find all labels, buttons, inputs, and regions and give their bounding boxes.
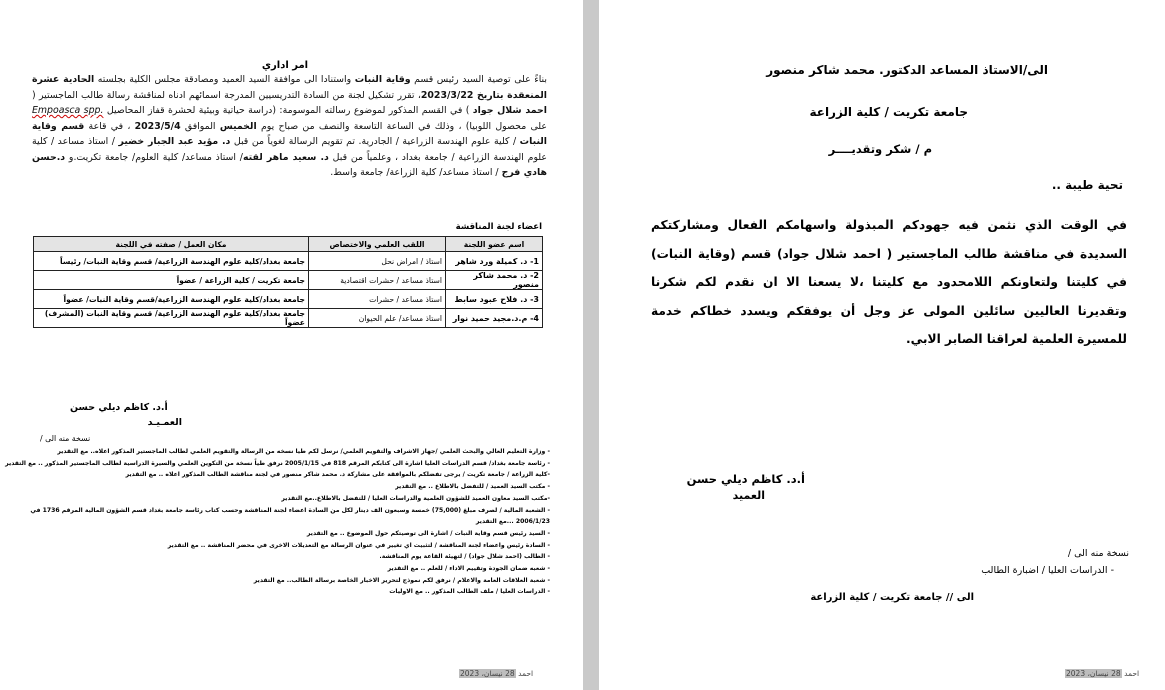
dean-signature-title: العميد: [732, 489, 765, 502]
footer-date: 28 نيسان، 2023: [1066, 669, 1121, 678]
dean-signature-title: العمـيـد: [147, 417, 182, 428]
member-name: 2- د. محمد شاكر منصور: [446, 271, 543, 290]
col-title-specialty: اللقب العلمي والاختصاص: [309, 237, 446, 252]
list-item: الى // جامعة تكريت / كلية الزراعة: [810, 592, 974, 603]
list-item: -مكتب السيد معاون العميد للشؤون العلمية والدراسات العليا / للتفضل بالاطلاع..مع التقدير: [281, 494, 550, 502]
list-item: - وزارة التعليم العالي والبحث العلمي /جهاز الاشراف والتقويم العلمي/ نرسل لكم طيا نسخه من الرسالة والتقويم العلمي لطالب الماجستير المذكور اعلاه.. مع التقدير: [57, 448, 550, 455]
page-footer: [459, 669, 533, 678]
col-member-name: اسم عضو اللجنة: [446, 237, 543, 252]
footer-date: 28 نيسان، 2023: [460, 669, 515, 678]
list-item: -كلية الزراعة / جامعة تكريت / يرجى تفضلكم بالموافقة على مشاركة د. محمد شاكر منصور في لجنة مناقشة الطالب المذكور اعلاه .. مع التقدير: [125, 471, 550, 479]
member-workplace: جامعة بغداد/كلية علوم الهندسة الزراعية/قسم وقاية النبات/ عضواً: [34, 290, 309, 309]
committee-table: [33, 236, 543, 328]
list-item: 2006/1/23 ...مع التقدير: [475, 518, 550, 526]
document-page-right: [599, 0, 1165, 690]
dean-signature-name: أ.د. كاظم ديلي حسن: [70, 402, 168, 413]
table-row: [34, 252, 543, 271]
list-item: - شعبه ضمان الجودة وتقييم الاداء / للعلم .. مع التقدير: [387, 565, 550, 573]
member-name: 3- د. فلاح عبود سابط: [446, 290, 543, 309]
member-title: استاذ مساعد / حشرات: [309, 290, 446, 309]
member-name: 4- م.د.مجيد حميد نوار: [446, 309, 543, 328]
subject-line: م / شكر وتقديــــر: [828, 142, 932, 156]
table-row: [34, 309, 543, 328]
member-title: استاذ مساعد/ علم الحيوان: [309, 309, 446, 328]
copies-heading: نسخة منه الى /: [1067, 548, 1129, 559]
letter-body: في الوقت الذي نثمن فيه جهودكم المبذولة واسهامكم الفعال ومشاركتكم السديدة في مناقشة طالب الماجستير ( احمد شلال جواد) قسم (وقاية النبات) في كليتنا ولتعاونكم اللامحدود مع كليتنا ،لا يسعنا الا ان نقدم لكم شكرنا وتقديرنا العاليين سائلين المولى عز وجل أن يوفقكم ويسدد خطاكم خدمة للمسيرة العلمية لعراقنا الصابر الابي.: [651, 218, 1127, 346]
species-name: Empoasca spp.: [32, 105, 104, 116]
footer-author: احمد: [518, 669, 534, 678]
order-title: امر اداري: [261, 60, 309, 71]
list-item: - السادة رئيس واعضاء لجنة المناقشة / لتثبيت اي تغيير في عنوان الرسالة مع التعديلات الاخرى في محضر المناقشة .. مع التقدير: [167, 541, 550, 549]
list-item: - الدراسات العليا / ملف الطالب المذكور .. مع الاوليات: [389, 588, 550, 596]
list-item: - شعبة العلاقات العامة والاعلام / نرفق لكم نموذج لتحرير الاخبار الخاصة برسالة الطالب.. مع التقدير: [253, 576, 550, 584]
member-workplace: جامعة تكريت / كلية الزراعة / عضواً: [34, 271, 309, 290]
member-title: استاذ / امراض نحل: [309, 252, 446, 271]
member-name: 1- د. كميلة ورد شاهر: [446, 252, 543, 271]
recipient-line: الى/الاستاذ المساعد الدكتور. محمد شاكر منصور: [766, 63, 1048, 77]
table-row: [34, 271, 543, 290]
member-workplace: جامعة بغداد/كلية علوم الهندسة الزراعية/ قسم وقاية النبات (المشرف) عضواً: [34, 309, 309, 328]
list-item: - السيد رئيس قسم وقاية النبات / اشارة الى توصيتكم حول الموضوع .. مع التقدير: [306, 529, 550, 537]
organization-line: جامعة تكريت / كلية الزراعة: [809, 105, 968, 119]
footer-author: احمد: [1124, 669, 1140, 678]
dean-signature-name: أ.د. كاظم ديلي حسن: [686, 472, 805, 486]
order-body: بناءً على توصية السيد رئيس قسم وقاية النبات واستنادا الى موافقة السيد العميد ومصادقة مجلس الكلية بجلسته الحادية عشرة المنعقدة بتاريخ 2023/3/22، تقرر تشكيل لجنة من السادة التدريسيين المدرجة اسمائهم ادناه لمناقشة رسالة طالب الماجستير ( احمد شلال جواد ) في القسم المذكور لموضوع رسالته الموسومة: (دراسة حياتية وبيئية لحشرة قفاز المحاصيل Empoasca spp. على محصول اللوبيا) ، وذلك في الساعة التاسعة والنصف من صباح يوم الخميس الموافق 2023/5/4 ، في قاعة قسم وقاية النبات / كلية علوم الهندسة الزراعية / الجادرية. تم تقويم الرسالة لغوياً من قبل د. مؤيد عبد الجبار خضير / استاذ مساعد / كلية علوم الهندسة الزراعية / جامعة بغداد ، وعلمياً من قبل د. سعيد ماهر لقته/ استاذ مساعد/ كلية العلوم/ جامعة تكريت.و د.حسن هادي فرج / استاذ مساعد/ كلية الزراعة/ جامعة واسط.: [32, 74, 548, 178]
greeting-line: تحية طيبة ..: [1051, 178, 1123, 192]
page-footer: [1065, 669, 1139, 678]
table-row: [34, 290, 543, 309]
list-item: - الشعبة المالية / لصرف مبلغ (75,000) خمسة وسبعون الف دينار لكل من السادة اعضاء لجنة المناقشة وحسب كتاب رئاسة جامعة بغداد قسم الشؤون المالية المرقم 1736 في: [30, 506, 550, 514]
col-workplace-role: مكان العمل / صفته في اللجنة: [34, 237, 309, 252]
member-title: استاذ مساعد / حشرات اقتصادية: [309, 271, 446, 290]
copies-list: [5, 446, 550, 598]
table-header-row: [34, 237, 543, 252]
list-item: - الدراسات العليا / اضبارة الطالب: [981, 565, 1114, 576]
list-item: - الطالب (احمد شلال جواد) / لتهيئة القاعة يوم المناقشة.: [379, 553, 550, 561]
copies-heading: نسخة منه الى /: [40, 434, 91, 443]
member-workplace: جامعة بغداد/كلية علوم الهندسة الزراعية/ قسم وقاية النبات/ رئيساً: [34, 252, 309, 271]
list-item: - رئاسة جامعة بغداد/ قسم الدراسات العليا اشارة الى كتابكم المرقم 818 في 2005/1/15 نرفق طياً نسخة من التكوين العلمي والسيرة الدراسية لطالب الماجستير المذكور .. مع التقدير: [5, 459, 550, 467]
committee-members-title: اعضاء لجنة المناقشة: [455, 222, 542, 232]
list-item: - مكتب السيد العميد / للتفضل بالاطلاع .. مع التقدير: [395, 483, 550, 491]
